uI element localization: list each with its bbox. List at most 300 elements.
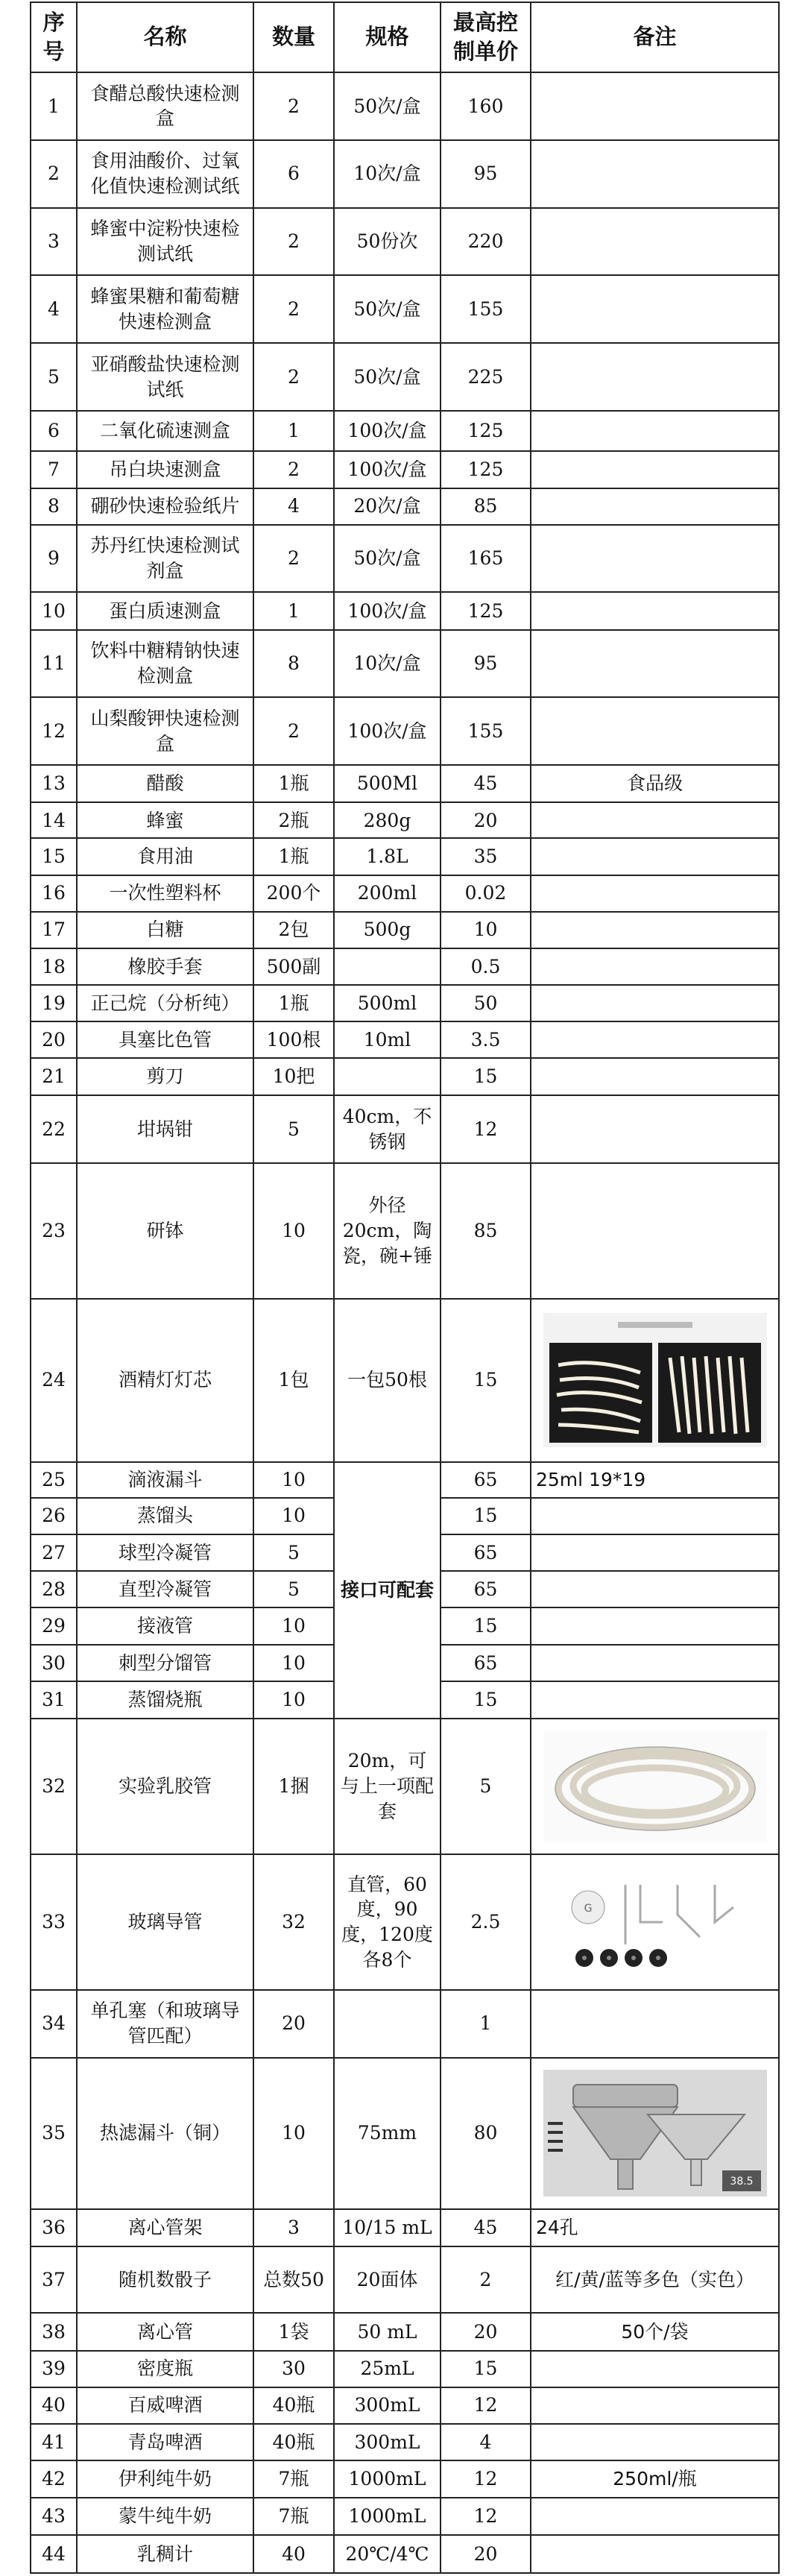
cell-note: [531, 1719, 779, 1855]
cell-no: 11: [31, 630, 77, 698]
table-row: [31, 1719, 779, 1855]
cell-price: 125: [441, 411, 531, 451]
table-row: [31, 1462, 779, 1498]
cell-name: 蒸馏头: [77, 1498, 253, 1534]
cell-price: 95: [441, 140, 531, 208]
cell-note: [531, 875, 779, 912]
cell-price: 20: [441, 802, 531, 838]
cell-no: 37: [31, 2246, 77, 2314]
table-row: [31, 802, 779, 838]
cell-name: 一次性塑料杯: [77, 875, 253, 912]
cell-spec: 20面体: [334, 2246, 441, 2314]
cell-qty: 1袋: [253, 2313, 334, 2350]
cell-spec: [334, 1990, 441, 2058]
cell-qty: 2: [253, 275, 334, 343]
cell-price: 20: [441, 2313, 531, 2350]
cell-name: 山梨酸钾快速检测盒: [77, 697, 253, 765]
cell-no: 26: [31, 1498, 77, 1534]
cell-qty: 40: [253, 2535, 334, 2573]
cell-note: [531, 1534, 779, 1571]
cell-note: [531, 1299, 779, 1462]
cell-qty: 2: [253, 72, 334, 140]
cell-price: 45: [441, 2209, 531, 2246]
header-name: 名称: [77, 2, 253, 72]
cell-note: [531, 2351, 779, 2387]
cell-price: 125: [441, 451, 531, 488]
cell-qty: 40瓶: [253, 2424, 334, 2460]
table-row: [31, 1299, 779, 1462]
cell-no: 34: [31, 1990, 77, 2058]
cell-qty: 1包: [253, 1299, 334, 1462]
cell-no: 22: [31, 1095, 77, 1163]
cell-note: [531, 1681, 779, 1718]
cell-note: [531, 2058, 779, 2209]
cell-no: 43: [31, 2498, 77, 2535]
cell-name: 玻璃导管: [77, 1854, 253, 1990]
cell-name: 随机数骰子: [77, 2246, 253, 2314]
cell-qty: 总数50: [253, 2246, 334, 2314]
cell-price: 50: [441, 985, 531, 1021]
header-note: 备注: [531, 2, 779, 72]
cell-qty: 7瓶: [253, 2460, 334, 2498]
cell-spec: 280g: [334, 802, 441, 838]
cell-name: 正己烷（分析纯）: [77, 985, 253, 1021]
cell-note: [531, 948, 779, 985]
cell-note: 食品级: [531, 765, 779, 802]
header-price: 最高控制单价: [441, 2, 531, 72]
cell-note: [531, 2387, 779, 2424]
cell-qty: 3: [253, 2209, 334, 2246]
table-row: [31, 2535, 779, 2573]
cell-note: [531, 411, 779, 451]
cell-name: 具塞比色管: [77, 1021, 253, 1058]
cell-price: 155: [441, 275, 531, 343]
table-row: [31, 208, 779, 276]
table-row: [31, 2498, 779, 2535]
cell-qty: 5: [253, 1534, 334, 1571]
cell-name: 食用油: [77, 838, 253, 875]
table-row: [31, 912, 779, 948]
cell-price: 0.02: [441, 875, 531, 912]
table-row: [31, 948, 779, 985]
table-row: [31, 343, 779, 411]
cell-qty: 8: [253, 630, 334, 698]
cell-name: 蒙牛纯牛奶: [77, 2498, 253, 2535]
cell-no: 8: [31, 488, 77, 525]
cell-spec: 直管，60度，90度，120度各8个: [334, 1854, 441, 1990]
cell-name: 亚硝酸盐快速检测试纸: [77, 343, 253, 411]
cell-no: 9: [31, 525, 77, 593]
cell-price: 85: [441, 1163, 531, 1299]
cell-no: 31: [31, 1681, 77, 1718]
cell-no: 42: [31, 2460, 77, 2498]
cell-name: 离心管: [77, 2313, 253, 2350]
header-spec: 规格: [334, 2, 441, 72]
cell-note: 24孔: [531, 2209, 779, 2246]
cell-spec: [334, 948, 441, 985]
cell-name: 球型冷凝管: [77, 1534, 253, 1571]
cell-qty: 7瓶: [253, 2498, 334, 2535]
cell-name: 青岛啤酒: [77, 2424, 253, 2460]
table-row: [31, 72, 779, 140]
cell-price: 65: [441, 1462, 531, 1498]
cell-qty: 100根: [253, 1021, 334, 1058]
cell-note: 250ml/瓶: [531, 2460, 779, 2498]
cell-price: 4: [441, 2424, 531, 2460]
cell-no: 41: [31, 2424, 77, 2460]
svg-text:38.5: 38.5: [729, 2176, 754, 2188]
cell-note: [531, 451, 779, 488]
header-no: 序号: [31, 2, 77, 72]
cell-spec: 50次/盒: [334, 525, 441, 593]
table-row: [31, 1095, 779, 1163]
cell-price: 125: [441, 592, 531, 629]
cell-price: 0.5: [441, 948, 531, 985]
cell-qty: 10: [253, 1462, 334, 1498]
cell-price: 3.5: [441, 1021, 531, 1058]
cell-name: 滴液漏斗: [77, 1462, 253, 1498]
cell-qty: 1: [253, 592, 334, 629]
cell-no: 44: [31, 2535, 77, 2573]
cell-price: 95: [441, 630, 531, 698]
cell-name: 乳稠计: [77, 2535, 253, 2573]
cell-price: 12: [441, 2498, 531, 2535]
cell-qty: 200个: [253, 875, 334, 912]
cell-qty: 2: [253, 343, 334, 411]
cell-qty: 10: [253, 1607, 334, 1645]
cell-no: 39: [31, 2351, 77, 2387]
cell-name: 蜂蜜中淀粉快速检测试纸: [77, 208, 253, 276]
cell-no: 1: [31, 72, 77, 140]
cell-note: [531, 802, 779, 838]
cell-name: 白糖: [77, 912, 253, 948]
cell-name: 蛋白质速测盒: [77, 592, 253, 629]
cell-note: [531, 838, 779, 875]
cell-no: 16: [31, 875, 77, 912]
cell-qty: 10: [253, 2058, 334, 2209]
cell-name: 二氧化硫速测盒: [77, 411, 253, 451]
cell-note: [531, 1163, 779, 1299]
header-qty: 数量: [253, 2, 334, 72]
cell-price: 155: [441, 697, 531, 765]
glass-tube-photo-icon: [536, 1870, 774, 1974]
table-row: [31, 525, 779, 593]
cell-note: [531, 1990, 779, 2058]
cell-no: 3: [31, 208, 77, 276]
cell-note: [531, 1095, 779, 1163]
cell-note: [531, 488, 779, 525]
cell-no: 13: [31, 765, 77, 802]
cell-spec: 500g: [334, 912, 441, 948]
cell-price: 220: [441, 208, 531, 276]
cell-no: 38: [31, 2313, 77, 2350]
cell-spec: 75mm: [334, 2058, 441, 2209]
cell-qty: 4: [253, 488, 334, 525]
cell-qty: 1: [253, 411, 334, 451]
cell-no: 28: [31, 1571, 77, 1607]
cell-price: 12: [441, 2387, 531, 2424]
table-row: [31, 2460, 779, 2498]
cell-qty: 1瓶: [253, 985, 334, 1021]
cell-name: 伊利纯牛奶: [77, 2460, 253, 2498]
cell-spec: 50份次: [334, 208, 441, 276]
cell-spec: 100次/盒: [334, 411, 441, 451]
cell-qty: 10: [253, 1645, 334, 1681]
cell-spec: 300mL: [334, 2424, 441, 2460]
table-row: [31, 411, 779, 451]
cell-price: 1: [441, 1990, 531, 2058]
cell-spec: 10次/盒: [334, 140, 441, 208]
cell-spec: 外径20cm，陶瓷，碗+锤: [334, 1163, 441, 1299]
cell-name: 蒸馏烧瓶: [77, 1681, 253, 1718]
table-row: [31, 2424, 779, 2460]
cell-name: 热滤漏斗（铜）: [77, 2058, 253, 2209]
cell-price: 85: [441, 488, 531, 525]
cell-spec: 20m，可与上一项配套: [334, 1719, 441, 1855]
cell-spec: 200ml: [334, 875, 441, 912]
cell-name: 直型冷凝管: [77, 1571, 253, 1607]
cell-price: 20: [441, 2535, 531, 2573]
cell-spec: 接口可配套: [334, 1462, 441, 1719]
cell-name: 密度瓶: [77, 2351, 253, 2387]
cell-note: [531, 1571, 779, 1607]
cell-qty: 32: [253, 1854, 334, 1990]
cell-spec: 一包50根: [334, 1299, 441, 1462]
svg-text:G: G: [584, 1903, 592, 1915]
cell-name: 蜂蜜果糖和葡萄糖快速检测盒: [77, 275, 253, 343]
cell-qty: 30: [253, 2351, 334, 2387]
table-row: [31, 697, 779, 765]
table-row: [31, 1058, 779, 1095]
cell-note: [531, 1498, 779, 1534]
cell-no: 35: [31, 2058, 77, 2209]
cell-note: [531, 1021, 779, 1058]
cell-no: 27: [31, 1534, 77, 1571]
cell-no: 2: [31, 140, 77, 208]
wick-photo-icon: [536, 1313, 774, 1447]
cell-spec: [334, 1058, 441, 1095]
cell-price: 5: [441, 1719, 531, 1855]
table-row: [31, 2058, 779, 2209]
cell-qty: 10把: [253, 1058, 334, 1095]
cell-qty: 5: [253, 1571, 334, 1607]
cell-spec: 500ml: [334, 985, 441, 1021]
cell-name: 坩埚钳: [77, 1095, 253, 1163]
cell-note: [531, 343, 779, 411]
cell-spec: 10次/盒: [334, 630, 441, 698]
cell-no: 30: [31, 1645, 77, 1681]
cell-spec: 40cm，不锈钢: [334, 1095, 441, 1163]
cell-price: 80: [441, 2058, 531, 2209]
cell-note: 25ml 19*19: [531, 1462, 779, 1498]
cell-spec: 100次/盒: [334, 697, 441, 765]
cell-name: 橡胶手套: [77, 948, 253, 985]
cell-name: 硼砂快速检验纸片: [77, 488, 253, 525]
cell-no: 5: [31, 343, 77, 411]
table-row: [31, 838, 779, 875]
cell-spec: 300mL: [334, 2387, 441, 2424]
cell-note: 红/黄/蓝等多色（实色）: [531, 2246, 779, 2314]
cell-no: 24: [31, 1299, 77, 1462]
cell-no: 15: [31, 838, 77, 875]
cell-price: 15: [441, 1498, 531, 1534]
cell-note: [531, 2498, 779, 2535]
latex-tube-photo-icon: [536, 1731, 774, 1842]
cell-price: 15: [441, 1607, 531, 1645]
cell-note: [531, 630, 779, 698]
cell-price: 65: [441, 1534, 531, 1571]
cell-no: 32: [31, 1719, 77, 1855]
cell-qty: 1捆: [253, 1719, 334, 1855]
cell-qty: 2: [253, 697, 334, 765]
cell-name: 实验乳胶管: [77, 1719, 253, 1855]
cell-note: [531, 208, 779, 276]
cell-qty: 2: [253, 208, 334, 276]
cell-qty: 500副: [253, 948, 334, 985]
cell-qty: 1瓶: [253, 765, 334, 802]
cell-qty: 2: [253, 525, 334, 593]
cell-spec: 100次/盒: [334, 592, 441, 629]
cell-no: 36: [31, 2209, 77, 2246]
cell-no: 7: [31, 451, 77, 488]
table-row: [31, 875, 779, 912]
cell-spec: 10/15 mL: [334, 2209, 441, 2246]
cell-qty: 2包: [253, 912, 334, 948]
cell-note: [531, 72, 779, 140]
cell-name: 蜂蜜: [77, 802, 253, 838]
cell-price: 2.5: [441, 1854, 531, 1990]
cell-spec: 10ml: [334, 1021, 441, 1058]
cell-note: [531, 140, 779, 208]
cell-spec: 1000mL: [334, 2498, 441, 2535]
cell-spec: 50次/盒: [334, 275, 441, 343]
cell-spec: 20次/盒: [334, 488, 441, 525]
table-row: [31, 140, 779, 208]
table-row: [31, 2313, 779, 2350]
cell-price: 15: [441, 2351, 531, 2387]
cell-spec: 500Ml: [334, 765, 441, 802]
table-row: [31, 1163, 779, 1299]
cell-qty: 10: [253, 1498, 334, 1534]
cell-price: 15: [441, 1681, 531, 1718]
cell-note: [531, 985, 779, 1021]
cell-qty: 10: [253, 1163, 334, 1299]
cell-name: 酒精灯灯芯: [77, 1299, 253, 1462]
cell-price: 65: [441, 1571, 531, 1607]
cell-note: [531, 1854, 779, 1990]
cell-note: [531, 697, 779, 765]
cell-name: 食用油酸价、过氧化值快速检测试纸: [77, 140, 253, 208]
table-row: [31, 765, 779, 802]
cell-qty: 1瓶: [253, 838, 334, 875]
table-row: [31, 451, 779, 488]
cell-spec: 100次/盒: [334, 451, 441, 488]
cell-price: 12: [441, 1095, 531, 1163]
cell-name: 苏丹红快速检测试剂盒: [77, 525, 253, 593]
copper-funnel-photo-icon: [536, 2070, 774, 2196]
cell-qty: 6: [253, 140, 334, 208]
cell-no: 20: [31, 1021, 77, 1058]
cell-qty: 10: [253, 1681, 334, 1718]
table-row: [31, 985, 779, 1021]
cell-price: 45: [441, 765, 531, 802]
cell-price: 65: [441, 1645, 531, 1681]
table-row: [31, 488, 779, 525]
cell-note: [531, 1607, 779, 1645]
cell-no: 10: [31, 592, 77, 629]
cell-no: 25: [31, 1462, 77, 1498]
table-row: [31, 2387, 779, 2424]
cell-price: 165: [441, 525, 531, 593]
cell-no: 14: [31, 802, 77, 838]
cell-note: [531, 2424, 779, 2460]
table-row: [31, 1990, 779, 2058]
cell-name: 离心管架: [77, 2209, 253, 2246]
cell-spec: 50 mL: [334, 2313, 441, 2350]
cell-note: [531, 1058, 779, 1095]
cell-spec: 25mL: [334, 2351, 441, 2387]
cell-no: 29: [31, 1607, 77, 1645]
table-row: [31, 592, 779, 629]
cell-name: 剪刀: [77, 1058, 253, 1095]
cell-no: 12: [31, 697, 77, 765]
procurement-table: [30, 1, 780, 2574]
cell-name: 单孔塞（和玻璃导管匹配）: [77, 1990, 253, 2058]
cell-price: 2: [441, 2246, 531, 2314]
cell-no: 40: [31, 2387, 77, 2424]
cell-qty: 40瓶: [253, 2387, 334, 2424]
cell-spec: 1.8L: [334, 838, 441, 875]
cell-no: 18: [31, 948, 77, 985]
cell-no: 17: [31, 912, 77, 948]
cell-note: [531, 525, 779, 593]
cell-price: 10: [441, 912, 531, 948]
cell-name: 接液管: [77, 1607, 253, 1645]
cell-no: 21: [31, 1058, 77, 1095]
cell-price: 160: [441, 72, 531, 140]
cell-spec: 50次/盒: [334, 72, 441, 140]
cell-note: 50个/袋: [531, 2313, 779, 2350]
cell-name: 百威啤酒: [77, 2387, 253, 2424]
table-row: [31, 1021, 779, 1058]
cell-price: 35: [441, 838, 531, 875]
cell-price: 15: [441, 1299, 531, 1462]
table-body: [31, 72, 779, 2573]
cell-note: [531, 1645, 779, 1681]
cell-qty: 2: [253, 451, 334, 488]
table-row: [31, 2246, 779, 2314]
cell-price: 225: [441, 343, 531, 411]
cell-price: 12: [441, 2460, 531, 2498]
cell-note: [531, 912, 779, 948]
table-row: [31, 630, 779, 698]
cell-name: 醋酸: [77, 765, 253, 802]
header-row: [31, 2, 779, 72]
cell-note: [531, 275, 779, 343]
cell-qty: 20: [253, 1990, 334, 2058]
cell-no: 6: [31, 411, 77, 451]
cell-spec: 50次/盒: [334, 343, 441, 411]
cell-name: 食醋总酸快速检测盒: [77, 72, 253, 140]
cell-note: [531, 592, 779, 629]
cell-price: 15: [441, 1058, 531, 1095]
cell-no: 19: [31, 985, 77, 1021]
table-row: [31, 1854, 779, 1990]
cell-no: 33: [31, 1854, 77, 1990]
cell-name: 刺型分馏管: [77, 1645, 253, 1681]
cell-note: [531, 2535, 779, 2573]
cell-spec: 1000mL: [334, 2460, 441, 2498]
